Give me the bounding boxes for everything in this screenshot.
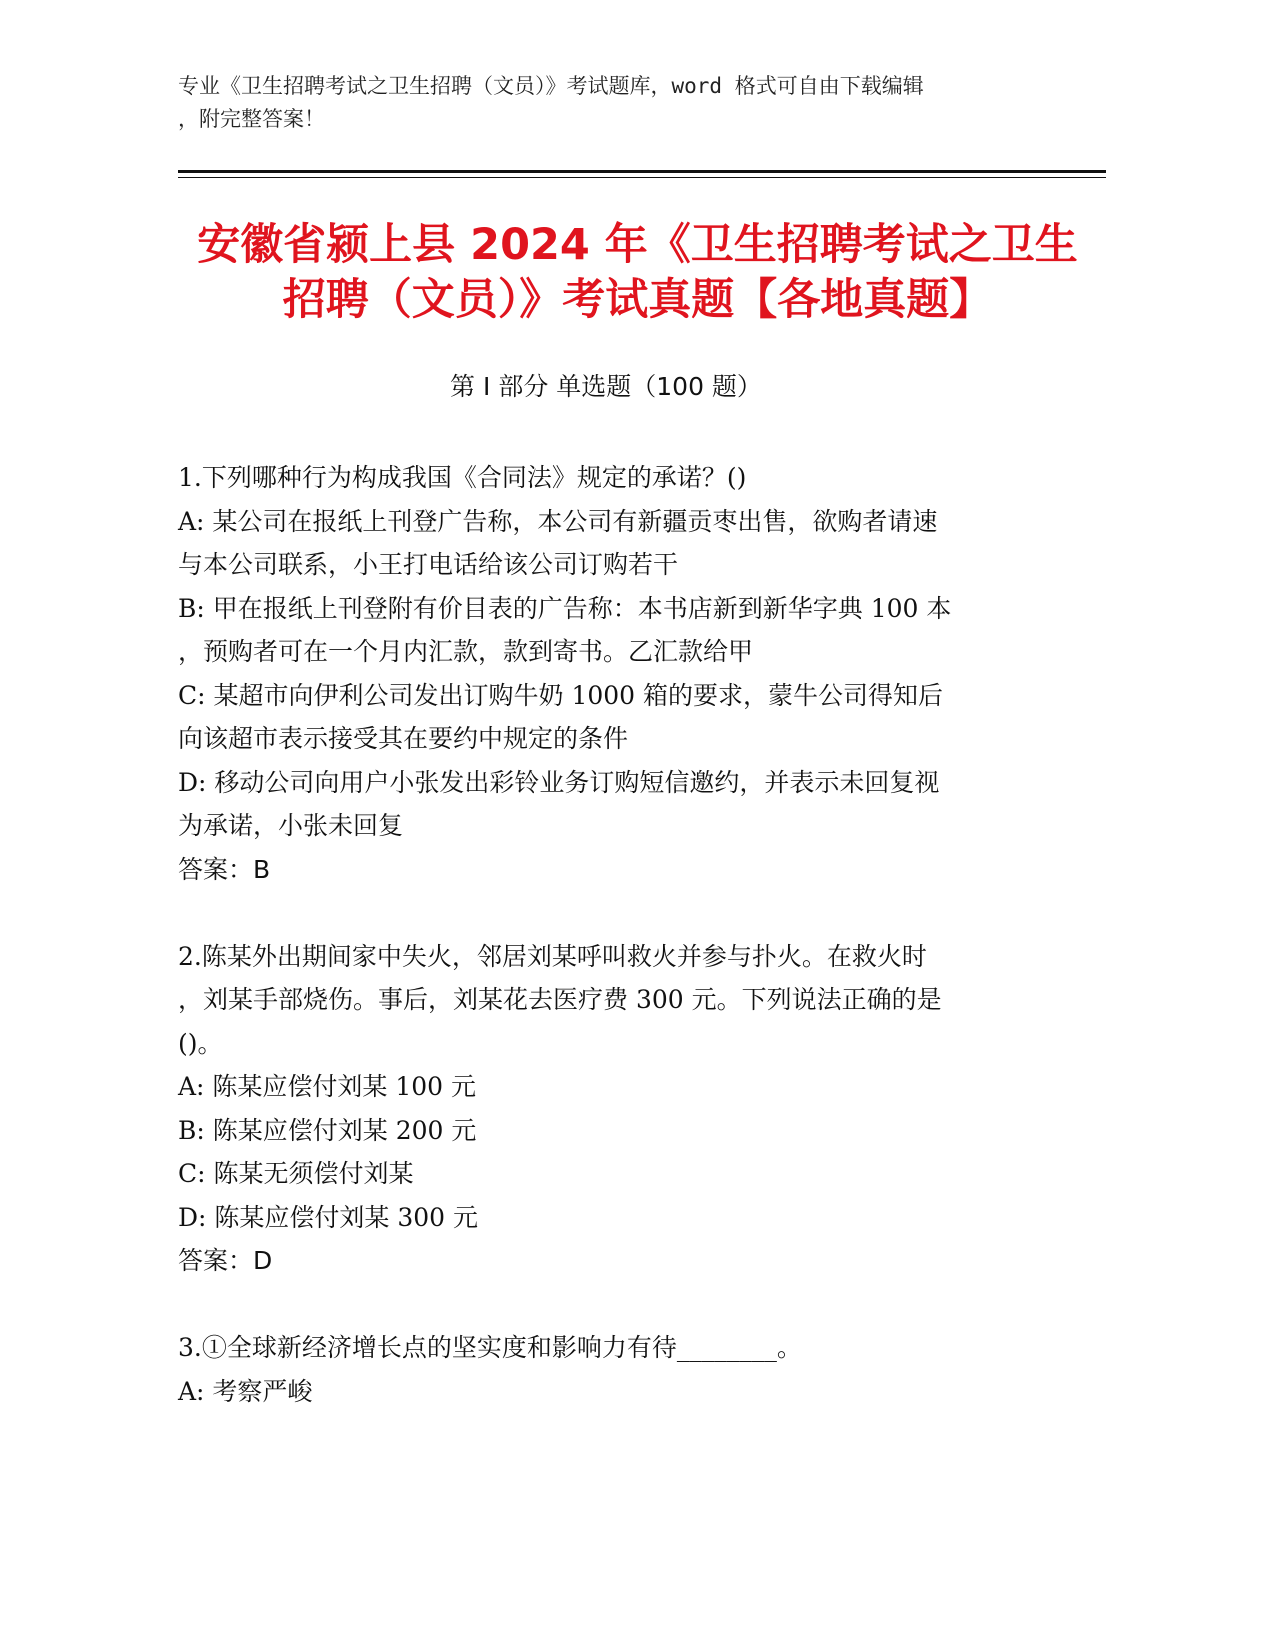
header-line-1: 专业《卫生招聘考试之卫生招聘（文员）》考试题库，word 格式可自由下载编辑 xyxy=(178,74,924,98)
document-title-line-1: 安徽省颍上县 2024 年《卫生招聘考试之卫生 xyxy=(197,220,1078,270)
question-option: ，预购者可在一个月内汇款，款到寄书。乙汇款给甲 xyxy=(178,637,754,666)
section-title: 第 I 部分 单选题（100 题） xyxy=(450,372,762,401)
header-line-2: ，附完整答案！ xyxy=(178,107,325,131)
question-text: ()。 xyxy=(178,1028,223,1058)
question-option: C: 陈某无须偿付刘某 xyxy=(178,1159,414,1188)
question-text: ，刘某手部烧伤。事后，刘某花去医疗费 300 元。下列说法正确的是 xyxy=(178,985,942,1014)
question-list xyxy=(178,456,1038,1457)
question-option: A: 考察严峻 xyxy=(178,1376,313,1406)
question-option: B: 陈某应偿付刘某 200 元 xyxy=(178,1115,477,1145)
question-item xyxy=(178,456,1038,891)
question-option: 向该超市表示接受其在要约中规定的条件 xyxy=(178,724,629,753)
question-answer: 答案：B xyxy=(178,854,271,884)
question-text: 1.下列哪种行为构成我国《合同法》规定的承诺？() xyxy=(178,463,747,492)
question-text: 2.陈某外出期间家中失火，邻居刘某呼叫救火并参与扑火。在救火时 xyxy=(178,941,927,971)
question-answer: 答案：D xyxy=(178,1246,273,1275)
question-option: D: 陈某应偿付刘某 300 元 xyxy=(178,1202,479,1232)
header-divider-thin xyxy=(178,177,1106,178)
question-option: 与本公司联系，小王打电话给该公司订购若干 xyxy=(178,550,679,579)
question-option: 为承诺，小张未回复 xyxy=(178,811,404,840)
question-option: C: 某超市向伊利公司发出订购牛奶 1000 箱的要求，蒙牛公司得知后 xyxy=(178,680,944,710)
document-title-line-2: 招聘（文员）》考试真题【各地真题】 xyxy=(282,275,993,325)
header-divider-thick xyxy=(178,170,1106,173)
question-option: A: 某公司在报纸上刊登广告称，本公司有新疆贡枣出售，欲购者请速 xyxy=(178,506,938,536)
question-option: A: 陈某应偿付刘某 100 元 xyxy=(178,1072,477,1101)
question-option: D: 移动公司向用户小张发出彩铃业务订购短信邀约，并表示未回复视 xyxy=(178,767,940,797)
question-item xyxy=(178,1326,1038,1413)
question-option: B: 甲在报纸上刊登附有价目表的广告称：本书店新到新华字典 100 本 xyxy=(178,593,952,623)
page-header xyxy=(178,70,1098,136)
document-title xyxy=(150,218,1125,328)
question-item xyxy=(178,935,1038,1283)
question-text: 3.①全球新经济增长点的坚实度和影响力有待________。 xyxy=(178,1333,802,1362)
